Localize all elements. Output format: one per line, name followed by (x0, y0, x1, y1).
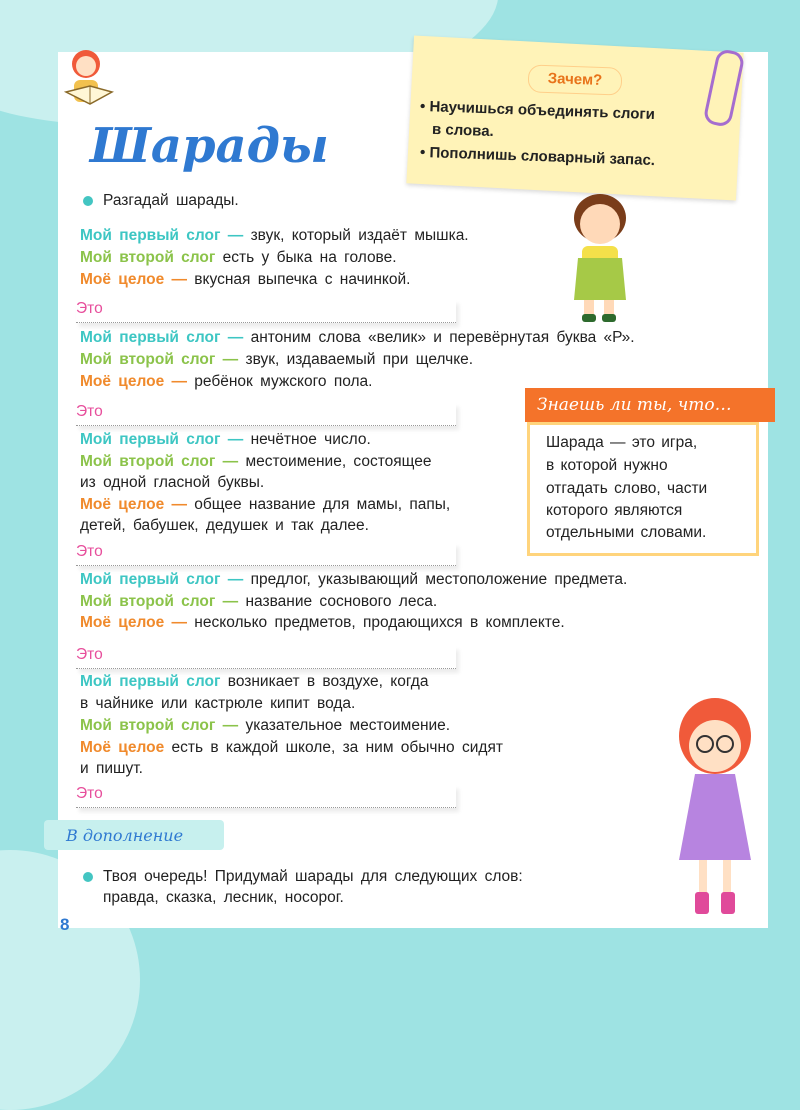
clue-text: местоимение, состоящее (238, 453, 432, 470)
note-line-1: • Научишься объединять слоги (419, 97, 656, 124)
riddle-3-line-5 (80, 517, 369, 535)
extra-line-2: правда, сказка, лесник, носорог. (103, 889, 344, 906)
note-heading: Зачем? (528, 64, 623, 95)
clue-text: в чайнике или кастрюле кипит вода. (80, 695, 356, 712)
riddle-2-line-2 (80, 351, 473, 369)
clue-label: Моё целое — (80, 496, 187, 513)
clue-text: детей, бабушек, дедушек и так далее. (80, 517, 369, 534)
riddle-3-line-3 (80, 474, 264, 492)
extra-line-1: Твоя очередь! Придумай шарады для следующих слов: (83, 868, 523, 886)
page-title: Шарады (90, 118, 329, 174)
clue-text: антоним слова «велик» и перевёрнутая буква «Р». (243, 329, 635, 346)
clue-label: Мой первый слог — (80, 571, 244, 588)
riddle-5-line-4 (80, 739, 503, 757)
fact-line-4: которого являются (546, 502, 683, 519)
bullet-icon (83, 196, 93, 206)
page-number: 8 (60, 915, 70, 934)
clue-text: и пишут. (80, 760, 143, 777)
clue-label: Мой первый слог — (80, 227, 244, 244)
clue-label: Моё целое — (80, 373, 187, 390)
riddle-1-line-3 (80, 271, 410, 289)
clue-label: Мой второй слог — (80, 593, 239, 610)
clue-text: ребёнок мужского пола. (187, 373, 373, 390)
riddle-1-line-2 (80, 249, 397, 267)
clue-text: указательное местоимение. (238, 717, 451, 734)
fact-title: Знаешь ли ты, что… (525, 388, 775, 422)
clue-text: предлог, указывающий местоположение предмета. (243, 571, 628, 588)
clue-label: Мой второй слог (80, 249, 216, 266)
clue-label: Мой первый слог (80, 673, 221, 690)
clue-label: Мой второй слог — (80, 717, 239, 734)
fact-line-5: отдельными словами. (546, 524, 707, 541)
bullet-icon (83, 872, 93, 882)
answer-field-2[interactable] (76, 403, 456, 426)
clue-text: несколько предметов, продающихся в комплекте. (187, 614, 565, 631)
task-instruction: Разгадай шарады. (83, 192, 239, 210)
reading-girl-icon (56, 42, 118, 114)
clue-label: Мой первый слог — (80, 329, 244, 346)
clue-text: есть в каждой школе, за ним обычно сидят (164, 739, 503, 756)
boy-illustration (560, 188, 640, 328)
clue-label: Моё целое (80, 739, 165, 756)
clue-text: нечётное число. (243, 431, 371, 448)
riddle-5-line-1 (80, 673, 428, 691)
riddle-3-line-2 (80, 453, 432, 471)
answer-field-4[interactable] (76, 646, 456, 669)
clue-label: Моё целое — (80, 271, 187, 288)
fact-line-1: Шарада — это игра, (546, 434, 698, 451)
clue-text: вкусная выпечка с начинкой. (187, 271, 411, 288)
riddle-3-line-1 (80, 431, 371, 449)
note-line-3: • Пополнишь словарный запас. (419, 143, 656, 170)
riddle-4-line-1 (80, 571, 627, 589)
clue-text: возникает в воздухе, когда (220, 673, 429, 690)
fact-line-2: в которой нужно (546, 457, 668, 474)
fact-line-3: отгадать слово, части (546, 480, 708, 497)
clue-text: звук, который издаёт мышка. (243, 227, 469, 244)
clue-label: Моё целое — (80, 614, 187, 631)
clue-text: общее название для мамы, папы, (187, 496, 451, 513)
clue-text: звук, издаваемый при щелчке. (238, 351, 474, 368)
answer-prefix: Это (76, 403, 103, 420)
answer-prefix: Это (76, 300, 103, 317)
clue-text: из одной гласной буквы. (80, 474, 265, 491)
riddle-5-line-2 (80, 695, 355, 713)
clue-label: Мой второй слог — (80, 453, 239, 470)
answer-field-1[interactable] (76, 300, 456, 323)
riddle-5-line-5 (80, 760, 143, 778)
riddle-2-line-1 (80, 329, 635, 347)
clue-text: есть у быка на голове. (215, 249, 397, 266)
riddle-4-line-3 (80, 614, 565, 632)
girl-illustration (665, 692, 765, 922)
answer-prefix: Это (76, 543, 103, 560)
section-label: ЧТЕНИЕ (115, 66, 187, 83)
clue-label: Мой второй слог — (80, 351, 239, 368)
riddle-1-line-1 (80, 227, 469, 245)
riddle-2-line-3 (80, 373, 372, 391)
extra-label: В дополнение (66, 826, 184, 845)
clue-label: Мой первый слог — (80, 431, 244, 448)
answer-field-3[interactable] (76, 543, 456, 566)
clue-text: название соснового леса. (238, 593, 438, 610)
riddle-4-line-2 (80, 593, 437, 611)
note-line-2: в слова. (431, 120, 495, 141)
answer-field-5[interactable] (76, 785, 456, 808)
answer-prefix: Это (76, 646, 103, 663)
riddle-3-line-4 (80, 496, 450, 514)
riddle-5-line-3 (80, 717, 450, 735)
answer-prefix: Это (76, 785, 103, 802)
